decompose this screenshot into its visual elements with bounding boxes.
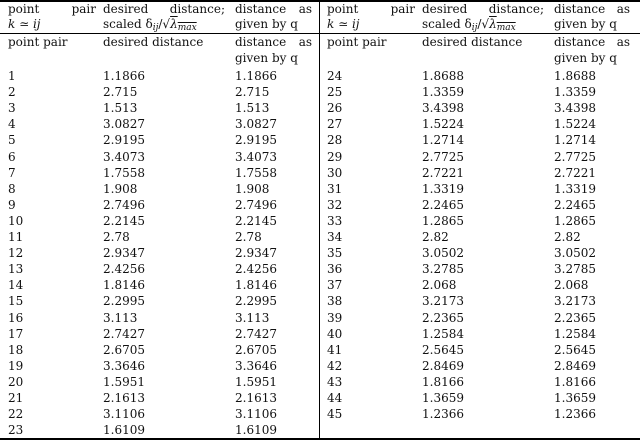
given-distance-cell: 2.82	[554, 230, 581, 244]
given-distance-cell: 2.7427	[235, 326, 277, 341]
header-math-part: scaled δ	[422, 17, 472, 31]
header-math-sub: max	[177, 23, 197, 33]
given-distance-cell: 1.513	[235, 101, 270, 116]
desired-distance-cell: 2.4256	[103, 262, 145, 277]
table-row	[0, 326, 640, 342]
header-word: distance;	[488, 2, 544, 16]
desired-distance-cell: 2.82	[422, 230, 449, 244]
given-distance-cell: 1.908	[235, 181, 270, 196]
given-distance-cell: 1.7558	[235, 165, 277, 180]
desired-distance-cell: 1.8166	[422, 374, 464, 389]
point-pair-cell: 33	[327, 213, 343, 228]
table-row	[0, 100, 640, 116]
subheader-word: distance	[235, 35, 287, 49]
point-pair-cell: 17	[8, 326, 24, 341]
point-pair-cell: 32	[327, 197, 343, 212]
point-pair-cell: 13	[8, 262, 24, 277]
desired-distance-cell: 2.78	[103, 230, 130, 244]
table-top-rule	[0, 0, 640, 2]
desired-distance-cell: 3.0502	[422, 246, 464, 261]
header-desired-line2	[422, 16, 516, 36]
header-given-line1	[554, 1, 630, 17]
table-row	[0, 84, 640, 100]
subheader-given-line2: given by q	[554, 51, 617, 65]
point-pair-cell: 23	[8, 423, 24, 438]
given-distance-cell: 3.0827	[235, 117, 277, 132]
desired-distance-cell: 2.6705	[103, 342, 145, 357]
table-row	[0, 213, 640, 229]
point-pair-cell: 1	[8, 69, 16, 83]
point-pair-cell: 5	[8, 133, 16, 148]
point-pair-cell: 31	[327, 181, 343, 196]
header-given-line2: given by q	[554, 17, 617, 31]
table-row	[0, 165, 640, 181]
table-header-rule	[0, 33, 640, 34]
header-math-root	[489, 17, 516, 31]
header-point-pair-line2: k ≃ ij	[327, 17, 360, 31]
header-word: desired	[422, 2, 468, 16]
desired-distance-cell: 2.2465	[422, 197, 464, 212]
subheader-word: as	[298, 35, 312, 49]
given-distance-cell: 2.715	[235, 85, 270, 100]
subheader-point-pair: point pair	[327, 35, 387, 49]
given-distance-cell: 1.1866	[235, 69, 277, 83]
header-point-pair-line2: k ≃ ij	[8, 17, 41, 31]
header-word: pair	[390, 2, 415, 16]
point-pair-cell: 7	[8, 165, 16, 180]
subheader-given-line1	[554, 34, 630, 50]
table-row	[0, 181, 640, 197]
given-distance-cell: 3.1106	[235, 407, 277, 422]
subheader-given-line1	[235, 34, 312, 50]
table-row	[0, 374, 640, 390]
given-distance-cell: 2.2995	[235, 294, 277, 309]
desired-distance-cell: 1.7558	[103, 165, 145, 180]
desired-distance-cell: 1.8146	[103, 278, 145, 293]
point-pair-cell: 36	[327, 262, 343, 277]
given-distance-cell: 2.5645	[554, 342, 596, 357]
header-math-part: λ	[170, 17, 178, 31]
point-pair-cell: 18	[8, 342, 24, 357]
given-distance-cell: 1.8146	[235, 278, 277, 293]
given-distance-cell: 1.2584	[554, 326, 596, 341]
given-distance-cell: 3.4398	[554, 101, 596, 116]
desired-distance-cell: 2.2995	[103, 294, 145, 309]
point-pair-cell: 12	[8, 246, 24, 261]
desired-distance-cell: 2.5645	[422, 342, 464, 357]
table-row	[0, 132, 640, 148]
header-word: as	[298, 2, 312, 16]
header-word: distance;	[169, 2, 225, 16]
point-pair-cell: 20	[8, 374, 24, 389]
desired-distance-cell: 2.7427	[103, 326, 145, 341]
point-pair-cell: 42	[327, 358, 343, 373]
desired-distance-cell: 2.7725	[422, 149, 464, 164]
point-pair-cell: 24	[327, 69, 343, 83]
given-distance-cell: 2.8469	[554, 358, 596, 373]
header-desired-line2	[103, 16, 197, 36]
subheader-desired-distance: desired distance	[422, 35, 523, 49]
header-word: point	[8, 2, 40, 16]
given-distance-cell: 3.2785	[554, 262, 596, 277]
given-distance-cell: 2.7221	[554, 165, 596, 180]
header-given-line2: given by q	[235, 17, 298, 31]
table-row	[0, 149, 640, 165]
desired-distance-cell: 3.2173	[422, 294, 464, 309]
header-word: pair	[71, 2, 96, 16]
header-math-sub: max	[496, 23, 516, 33]
point-pair-cell: 29	[327, 149, 343, 164]
table-row	[0, 293, 640, 309]
point-pair-cell: 10	[8, 213, 24, 228]
point-pair-cell: 26	[327, 101, 343, 116]
table-row	[0, 310, 640, 326]
header-math-part: scaled δ	[103, 17, 153, 31]
header-point-pair-line1	[327, 1, 415, 17]
given-distance-cell: 2.7496	[235, 197, 277, 212]
given-distance-cell: 2.9195	[235, 133, 277, 148]
given-distance-cell: 1.8688	[554, 69, 596, 83]
point-pair-cell: 40	[327, 326, 343, 341]
header-given-line1	[235, 1, 312, 17]
desired-distance-cell: 1.513	[103, 101, 138, 116]
given-distance-cell: 1.3319	[554, 181, 596, 196]
subheader-word: as	[616, 35, 630, 49]
given-distance-cell: 2.7725	[554, 149, 596, 164]
point-pair-cell: 16	[8, 310, 24, 325]
given-distance-cell: 2.4256	[235, 262, 277, 277]
given-distance-cell: 2.9347	[235, 246, 277, 261]
point-pair-cell: 22	[8, 407, 24, 422]
table-row	[0, 342, 640, 358]
table-row	[0, 245, 640, 261]
table-row	[0, 116, 640, 132]
desired-distance-cell: 1.2714	[422, 133, 464, 148]
desired-distance-cell: 2.068	[422, 278, 457, 293]
desired-distance-cell: 1.5224	[422, 117, 464, 132]
given-distance-cell: 3.0502	[554, 246, 596, 261]
given-distance-cell: 1.8166	[554, 374, 596, 389]
given-distance-cell: 3.3646	[235, 358, 277, 373]
header-word: distance	[235, 2, 287, 16]
desired-distance-cell: 1.6109	[103, 423, 145, 438]
header-word: point	[327, 2, 359, 16]
given-distance-cell: 1.5951	[235, 374, 277, 389]
header-math-root	[170, 17, 197, 31]
desired-distance-cell: 1.908	[103, 181, 138, 196]
given-distance-cell: 1.5224	[554, 117, 596, 132]
point-pair-cell: 34	[327, 230, 343, 244]
desired-distance-cell: 1.2865	[422, 213, 464, 228]
header-word: distance	[554, 2, 606, 16]
desired-distance-cell: 1.2366	[422, 407, 464, 422]
desired-distance-cell: 1.8688	[422, 69, 464, 83]
subheader-point-pair: point pair	[8, 35, 68, 49]
desired-distance-cell: 3.113	[103, 310, 138, 325]
header-math-sub: ij	[152, 23, 159, 33]
given-distance-cell: 1.2865	[554, 213, 596, 228]
desired-distance-cell: 3.4398	[422, 101, 464, 116]
point-pair-cell: 14	[8, 278, 24, 293]
point-pair-cell: 21	[8, 391, 24, 405]
desired-distance-cell: 2.1613	[103, 391, 145, 405]
point-pair-cell: 28	[327, 133, 343, 148]
table-row	[0, 422, 640, 438]
header-math-part: λ	[489, 17, 497, 31]
subheader-desired-distance: desired distance	[103, 35, 204, 49]
table-row	[0, 197, 640, 213]
given-distance-cell: 2.2365	[554, 310, 596, 325]
desired-distance-cell: 1.3319	[422, 181, 464, 196]
point-pair-cell: 39	[327, 310, 343, 325]
point-pair-cell: 41	[327, 342, 343, 357]
desired-distance-cell: 3.4073	[103, 149, 145, 164]
given-distance-cell: 2.1613	[235, 391, 277, 405]
desired-distance-cell: 2.7496	[103, 197, 145, 212]
point-pair-cell: 11	[8, 230, 24, 244]
point-pair-cell: 25	[327, 85, 343, 100]
desired-distance-cell: 1.1866	[103, 69, 145, 83]
point-pair-cell: 19	[8, 358, 24, 373]
point-pair-cell: 43	[327, 374, 343, 389]
given-distance-cell: 1.2714	[554, 133, 596, 148]
point-pair-cell: 45	[327, 407, 343, 422]
desired-distance-cell: 2.2365	[422, 310, 464, 325]
table-row	[0, 277, 640, 293]
point-pair-cell: 2	[8, 85, 16, 100]
table-row	[0, 261, 640, 277]
given-distance-cell: 3.4073	[235, 149, 277, 164]
desired-distance-cell: 3.3646	[103, 358, 145, 373]
given-distance-cell: 2.2465	[554, 197, 596, 212]
table-row	[0, 390, 640, 406]
point-pair-cell: 30	[327, 165, 343, 180]
desired-distance-cell: 1.3359	[422, 85, 464, 100]
header-math-part: /√	[477, 17, 490, 31]
given-distance-cell: 1.6109	[235, 423, 277, 438]
header-desired-line1	[422, 1, 544, 17]
point-pair-cell: 38	[327, 294, 343, 309]
given-distance-cell: 2.068	[554, 278, 589, 293]
given-distance-cell: 2.2145	[235, 213, 277, 228]
point-pair-cell: 15	[8, 294, 24, 309]
table-bottom-rule	[0, 438, 640, 440]
desired-distance-cell: 3.0827	[103, 117, 145, 132]
subheader-given-line2: given by q	[235, 51, 298, 65]
point-pair-cell: 44	[327, 391, 343, 405]
desired-distance-cell: 2.2145	[103, 213, 145, 228]
table-row	[0, 229, 640, 245]
desired-distance-cell: 1.5951	[103, 374, 145, 389]
point-pair-cell: 3	[8, 101, 16, 116]
point-pair-cell: 27	[327, 117, 343, 132]
desired-distance-cell: 2.9195	[103, 133, 145, 148]
point-pair-cell: 37	[327, 278, 343, 293]
desired-distance-cell: 3.2785	[422, 262, 464, 277]
header-math-sub: ij	[471, 23, 478, 33]
given-distance-cell: 2.78	[235, 230, 262, 244]
table-row	[0, 406, 640, 422]
desired-distance-cell: 3.1106	[103, 407, 145, 422]
point-pair-cell: 8	[8, 181, 16, 196]
header-math-part: /√	[158, 17, 171, 31]
given-distance-cell: 1.2366	[554, 407, 596, 422]
point-pair-cell: 9	[8, 197, 16, 212]
table-row	[0, 68, 640, 84]
desired-distance-cell: 2.715	[103, 85, 138, 100]
desired-distance-cell: 1.3659	[422, 391, 464, 405]
given-distance-cell: 1.3659	[554, 391, 596, 405]
given-distance-cell: 3.113	[235, 310, 270, 325]
header-word: desired	[103, 2, 149, 16]
desired-distance-cell: 2.8469	[422, 358, 464, 373]
desired-distance-cell: 2.9347	[103, 246, 145, 261]
given-distance-cell: 2.6705	[235, 342, 277, 357]
subheader-word: distance	[554, 35, 606, 49]
table-row	[0, 358, 640, 374]
point-pair-cell: 4	[8, 117, 16, 132]
given-distance-cell: 1.3359	[554, 85, 596, 100]
point-pair-cell: 6	[8, 149, 16, 164]
header-point-pair-line1	[8, 1, 96, 17]
header-word: as	[616, 2, 630, 16]
desired-distance-cell: 1.2584	[422, 326, 464, 341]
desired-distance-cell: 2.7221	[422, 165, 464, 180]
given-distance-cell: 3.2173	[554, 294, 596, 309]
point-pair-cell: 35	[327, 246, 343, 261]
header-desired-line1	[103, 1, 225, 17]
